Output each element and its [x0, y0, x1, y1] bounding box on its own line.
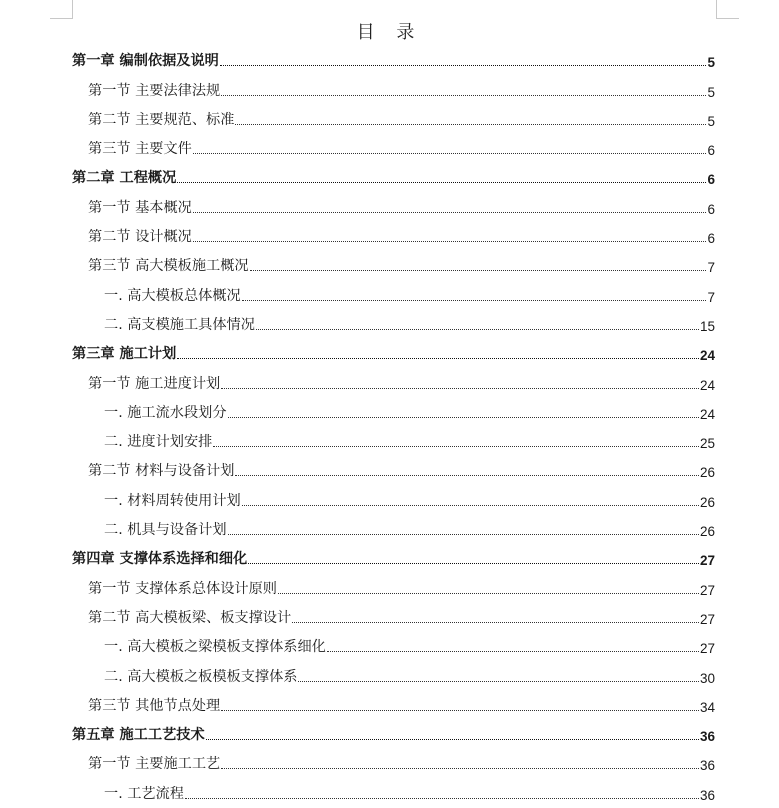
toc-title: 目 录: [356, 22, 423, 43]
toc-entry[interactable]: [72, 632, 715, 661]
toc-entry-page-number[interactable]: 6: [707, 172, 715, 188]
toc-entry-page-number[interactable]: 34: [699, 699, 715, 715]
toc-entry-page-number[interactable]: 6: [707, 201, 715, 217]
toc-entry-page-number[interactable]: 26: [699, 524, 715, 540]
toc-entry-page-number[interactable]: 7: [707, 260, 715, 276]
toc-entry-page-number[interactable]: 26: [699, 465, 715, 481]
toc-entry-page-number[interactable]: 5: [707, 84, 715, 100]
toc-dot-leader: [177, 358, 699, 359]
toc-entry[interactable]: [72, 544, 715, 573]
toc-entry[interactable]: [72, 105, 715, 134]
toc-dot-leader: [256, 329, 699, 330]
toc-dot-leader: [206, 739, 699, 740]
toc-entry-page-number[interactable]: 27: [699, 611, 715, 627]
toc-dot-leader: [242, 300, 707, 301]
toc-dot-leader: [242, 505, 699, 506]
toc-dot-leader: [298, 681, 699, 682]
toc-entry-label[interactable]: 第三节 主要文件: [88, 141, 192, 158]
toc-entry-label[interactable]: 一. 工艺流程: [104, 785, 184, 802]
toc-entry[interactable]: [72, 368, 715, 397]
toc-dot-leader: [193, 153, 707, 154]
toc-dot-leader: [228, 417, 699, 418]
toc-entry-label[interactable]: 第三节 其他节点处理: [88, 697, 221, 714]
toc-dot-leader: [185, 798, 699, 799]
toc-entry[interactable]: [72, 251, 715, 280]
toc-entry-page-number[interactable]: 27: [699, 641, 715, 657]
toc-entry[interactable]: [72, 456, 715, 485]
toc-entry-page-number[interactable]: 7: [707, 289, 715, 305]
toc-entry-page-number[interactable]: 6: [707, 231, 715, 247]
toc-entry[interactable]: [72, 749, 715, 778]
toc-entry[interactable]: [72, 427, 715, 456]
toc-dot-leader: [228, 534, 699, 535]
toc-dot-leader: [193, 212, 707, 213]
toc-dot-leader: [221, 388, 699, 389]
toc-entry[interactable]: [72, 339, 715, 368]
toc-dot-leader: [213, 446, 699, 447]
toc-entry[interactable]: [72, 661, 715, 690]
page-corner-mark-left: [50, 0, 73, 19]
toc-entry-label[interactable]: 第二章 工程概况: [72, 170, 177, 187]
toc-entry[interactable]: [72, 720, 715, 749]
toc-entry-page-number[interactable]: 6: [707, 143, 715, 159]
toc-dot-leader: [193, 241, 707, 242]
toc-entry-label[interactable]: 第三章 施工计划: [72, 346, 177, 363]
toc-entry-label[interactable]: 第一节 支撑体系总体设计原则: [88, 580, 277, 597]
toc-entry[interactable]: [72, 163, 715, 192]
toc-entry-label[interactable]: 第一节 主要法律法规: [88, 82, 221, 99]
toc-entry-label[interactable]: 二. 高支模施工具体情况: [104, 316, 255, 333]
toc-entry-page-number[interactable]: 5: [707, 113, 715, 129]
toc-entry-page-number[interactable]: 15: [699, 318, 715, 334]
toc-entry-label[interactable]: 一. 高大模板之梁模板支撑体系细化: [104, 639, 326, 656]
toc-entry[interactable]: [72, 603, 715, 632]
toc-entry-label[interactable]: 第一章 编制依据及说明: [72, 53, 219, 70]
toc-dot-leader: [248, 563, 699, 564]
toc-entry-label[interactable]: 第一节 主要施工工艺: [88, 756, 221, 773]
toc-dot-leader: [235, 475, 699, 476]
toc-entry-label[interactable]: 一. 施工流水段划分: [104, 404, 227, 421]
toc-entry-page-number[interactable]: 30: [699, 670, 715, 686]
toc-entry-page-number[interactable]: 36: [699, 729, 715, 745]
toc-entry-page-number[interactable]: 26: [699, 494, 715, 510]
toc-entry-label[interactable]: 一. 高大模板总体概况: [104, 287, 241, 304]
toc-entry[interactable]: [72, 134, 715, 163]
toc-entry-label[interactable]: 第四章 支撑体系选择和细化: [72, 551, 248, 568]
toc-entry-page-number[interactable]: 27: [699, 582, 715, 598]
toc-entry[interactable]: [72, 75, 715, 104]
toc-entry-page-number[interactable]: 24: [699, 377, 715, 393]
toc-entry[interactable]: [72, 310, 715, 339]
toc-entry-page-number[interactable]: 24: [699, 406, 715, 422]
toc-dot-leader: [327, 651, 699, 652]
toc-dot-leader: [221, 95, 706, 96]
toc-entry[interactable]: [72, 691, 715, 720]
toc-entry[interactable]: [72, 280, 715, 309]
toc-dot-leader: [278, 593, 699, 594]
toc-entry[interactable]: [72, 778, 715, 807]
toc-entry-page-number[interactable]: 25: [699, 436, 715, 452]
toc-entry[interactable]: [72, 398, 715, 427]
toc-entry-page-number[interactable]: 24: [699, 348, 715, 364]
toc-entry-label[interactable]: 一. 材料周转使用计划: [104, 492, 241, 509]
toc-dot-leader: [177, 182, 706, 183]
toc-entry[interactable]: [72, 515, 715, 544]
toc-entry[interactable]: [72, 485, 715, 514]
toc-dot-leader: [292, 622, 699, 623]
toc-entry-label[interactable]: 第一节 施工进度计划: [88, 375, 221, 392]
toc-entry-label[interactable]: 第二节 主要规范、标准: [88, 111, 235, 128]
toc-entry-label[interactable]: 第二节 材料与设备计划: [88, 463, 235, 480]
table-of-contents: [72, 46, 715, 808]
toc-dot-leader: [250, 270, 707, 271]
page-corner-mark-right: [716, 0, 739, 19]
toc-dot-leader: [221, 710, 699, 711]
toc-entry-label[interactable]: 二. 机具与设备计划: [104, 522, 227, 539]
toc-entry-label[interactable]: 二. 高大模板之板模板支撑体系: [104, 668, 298, 685]
toc-entry[interactable]: [72, 46, 715, 75]
toc-entry[interactable]: [72, 573, 715, 602]
toc-dot-leader: [235, 124, 706, 125]
toc-entry-label[interactable]: 第一节 基本概况: [88, 199, 192, 216]
toc-entry-page-number[interactable]: 36: [699, 787, 715, 803]
toc-entry-label[interactable]: 第三节 高大模板施工概况: [88, 258, 249, 275]
toc-entry[interactable]: [72, 222, 715, 251]
toc-dot-leader: [221, 768, 699, 769]
toc-entry-label[interactable]: 第二节 高大模板梁、板支撑设计: [88, 609, 292, 626]
toc-dot-leader: [220, 65, 707, 66]
toc-entry-page-number[interactable]: 5: [707, 55, 715, 71]
toc-entry-label[interactable]: 第五章 施工工艺技术: [72, 727, 205, 744]
toc-entry-page-number[interactable]: 36: [699, 758, 715, 774]
toc-entry-label[interactable]: 二. 进度计划安排: [104, 434, 213, 451]
toc-entry[interactable]: [72, 192, 715, 221]
toc-entry-label[interactable]: 第二节 设计概况: [88, 229, 192, 246]
toc-entry-page-number[interactable]: 27: [699, 553, 715, 569]
